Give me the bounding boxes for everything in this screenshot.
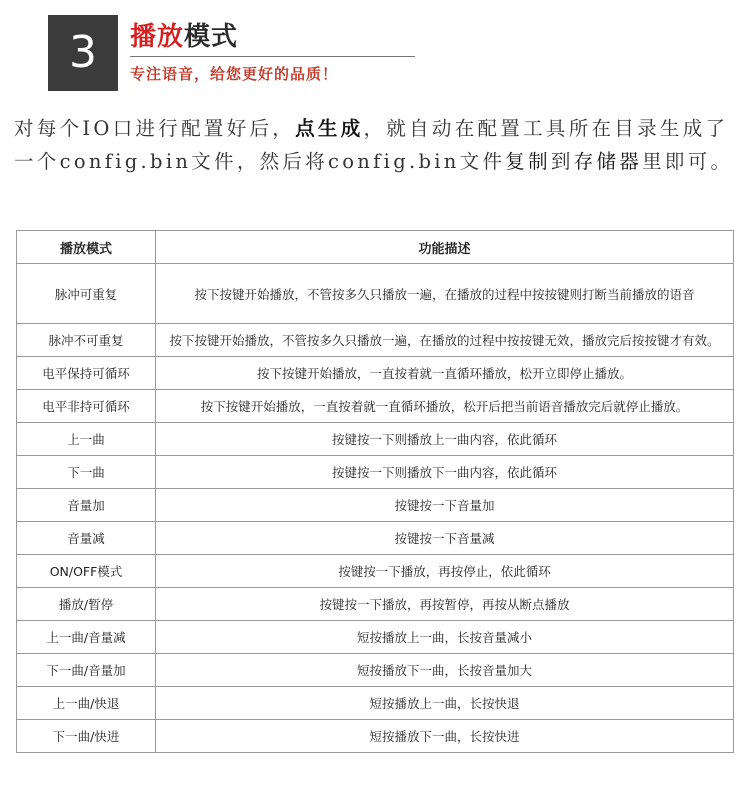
description-cell: 按键按一下音量减	[156, 522, 734, 555]
table-row	[17, 423, 734, 456]
section-number: 3	[48, 15, 118, 91]
table-row	[17, 324, 734, 357]
section-subtitle: 专注语音，给您更好的品质！	[130, 65, 339, 83]
table-row	[17, 522, 734, 555]
table-row	[17, 720, 734, 753]
intro-emphasis-generate: 点生成	[295, 117, 364, 140]
mode-cell: 上一曲/快退	[17, 687, 156, 720]
description-cell: 按下按键开始播放，不管按多久只播放一遍，在播放的过程中按按键无效，播放完后按按键才有效。	[156, 324, 734, 357]
mode-cell: 上一曲/音量减	[17, 621, 156, 654]
mode-cell: 下一曲/快进	[17, 720, 156, 753]
description-cell: 短按播放下一曲，长按快进	[156, 720, 734, 753]
column-header-mode: 播放模式	[17, 231, 156, 264]
intro-emphasis-copy: 复制	[505, 150, 551, 173]
table-row	[17, 588, 734, 621]
table-row	[17, 264, 734, 324]
table-row	[17, 687, 734, 720]
mode-cell: 脉冲不可重复	[17, 324, 156, 357]
mode-cell: 电平非持可循环	[17, 390, 156, 423]
table-row	[17, 357, 734, 390]
description-cell: 短按播放上一曲，长按快退	[156, 687, 734, 720]
description-cell: 短按播放下一曲，长按音量加大	[156, 654, 734, 687]
description-cell: 按下按键开始播放，一直按着就一直循环播放，松开立即停止播放。	[156, 357, 734, 390]
mode-cell: 音量加	[17, 489, 156, 522]
mode-cell: 脉冲可重复	[17, 264, 156, 324]
description-cell: 按下按键开始播放，一直按着就一直循环播放，松开后把当前语音播放完后就停止播放。	[156, 390, 734, 423]
description-cell: 按键按一下播放，再按停止，依此循环	[156, 555, 734, 588]
section-title-rest: 模式	[184, 22, 239, 52]
intro-paragraph	[14, 112, 740, 178]
intro-emphasis-storage: 存储器	[573, 150, 643, 173]
table-header-row	[17, 231, 734, 264]
mode-cell: 播放/暂停	[17, 588, 156, 621]
description-cell: 按键按一下播放，再按暂停，再按从断点播放	[156, 588, 734, 621]
description-cell: 按键按一下则播放上一曲内容，依此循环	[156, 423, 734, 456]
mode-cell: 音量减	[17, 522, 156, 555]
mode-cell: 电平保持可循环	[17, 357, 156, 390]
column-header-description: 功能描述	[156, 231, 734, 264]
table-row	[17, 456, 734, 489]
intro-text-1: 对每个IO口进行配置好后，	[14, 117, 296, 140]
mode-cell: 下一曲	[17, 456, 156, 489]
table-row	[17, 654, 734, 687]
section-title	[130, 16, 238, 53]
mode-cell: ON/OFF模式	[17, 555, 156, 588]
mode-cell: 下一曲/音量加	[17, 654, 156, 687]
table-row	[17, 390, 734, 423]
table-row	[17, 555, 734, 588]
section-title-accent: 播放	[130, 22, 185, 52]
section-header	[48, 10, 408, 92]
intro-text-3: 到	[550, 150, 574, 173]
description-cell: 短按播放上一曲，长按音量减小	[156, 621, 734, 654]
description-cell: 按键按一下音量加	[156, 489, 734, 522]
description-cell: 按键按一下则播放下一曲内容，依此循环	[156, 456, 734, 489]
table-row	[17, 621, 734, 654]
intro-text-2: ，就自动在配置工具所在目录生成了一个config.bin文件，然后将config.bin文件	[14, 117, 729, 173]
description-cell: 按下按键开始播放，不管按多久只播放一遍，在播放的过程中按按键则打断当前播放的语音	[156, 264, 734, 324]
header-divider	[130, 56, 415, 57]
intro-text-4: 里即可。	[642, 150, 734, 173]
mode-cell: 上一曲	[17, 423, 156, 456]
table-row	[17, 489, 734, 522]
play-mode-table	[16, 230, 734, 753]
